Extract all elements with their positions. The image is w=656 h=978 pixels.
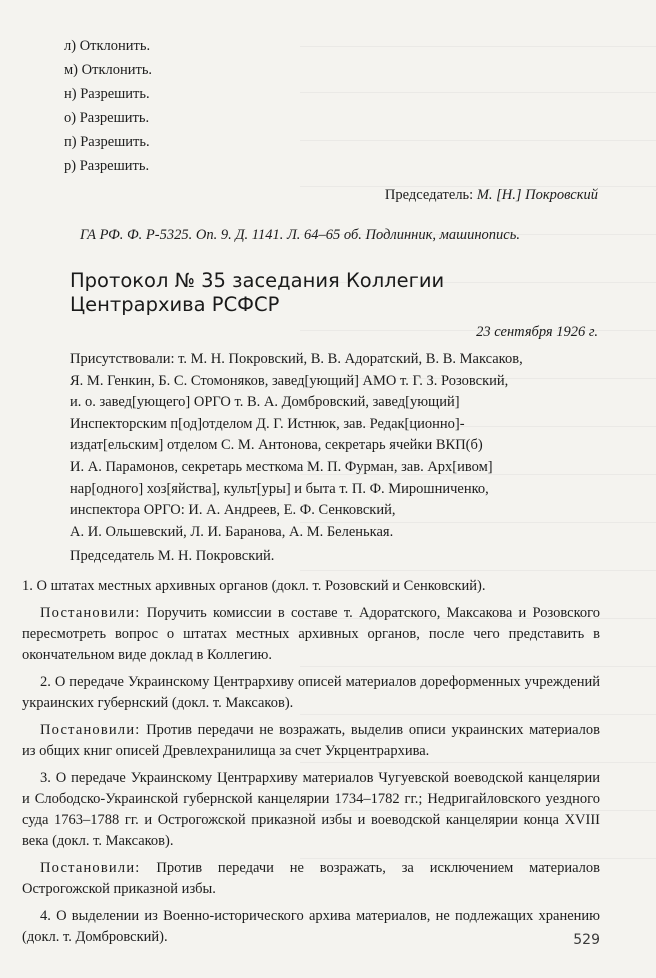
protocol-title (70, 269, 600, 317)
attendance-line: А. И. Ольшевский, Л. И. Баранова, А. М. Беленькая. (70, 523, 394, 540)
decision-list (64, 34, 600, 178)
attendance-line: И. А. Парамонов, секретарь месткома М. П. Фурман, зав. Арх[ивом] (70, 458, 493, 475)
decision-item: м) Отклонить. (64, 62, 153, 78)
attendance-line: Инспекторским п[од]отделом Д. Г. Истнюк, зав. Редак[ционно]- (70, 415, 465, 432)
resolved-text: Против передачи не возражать, выделив описи украинских материалов из общих книг описей Древлехранилища за счет Укрцентрархива. (22, 721, 600, 759)
resolved-text: Против передачи не возражать, за исключением материалов Острогожской приказной избы. (22, 859, 600, 897)
protocol-title-line-2: Центрархива РСФСР (70, 293, 280, 316)
attendance-line: издат[ельским] отделом С. М. Антонова, секретарь ячейки ВКП(б) (70, 437, 483, 454)
page-number: 529 (573, 932, 600, 948)
resolved-label: Постановили: (40, 859, 141, 876)
decision-item: н) Разрешить. (64, 86, 150, 102)
attendance-line: и. о. завед[ующего] ОРГО т. В. А. Домбровский, завед[ующий] (70, 394, 460, 411)
agenda-item: 1. О штатах местных архивных органов (докл. т. Розовский и Сенковский). (22, 577, 486, 594)
resolution (22, 858, 600, 900)
archive-source-reference: ГА РФ. Ф. Р-5325. Оп. 9. Д. 1141. Л. 64–65 об. Подлинник, машинопись. (80, 227, 520, 243)
decision-item: р) Разрешить. (64, 158, 150, 174)
resolution (22, 720, 600, 762)
resolved-label: Постановили: (40, 604, 141, 621)
attendance-block (64, 349, 600, 568)
attendance-line: нар[одного] хоз[яйства], культ[уры] и быта т. П. Ф. Мирошниченко, (70, 480, 489, 497)
attendance-line: инспектора ОРГО: И. А. Андреев, Е. Ф. Сенковский, (70, 502, 396, 519)
meeting-chairman: Председатель М. Н. Покровский. (70, 548, 275, 565)
resolved-label: Постановили: (40, 721, 141, 738)
resolution (22, 603, 600, 666)
chairman-label: Председатель: (384, 187, 474, 203)
chairman-name: М. [Н.] Покровский (476, 187, 598, 203)
resolved-text: Поручить комиссии в составе т. Адоратского, Максакова и Розовского пересмотреть вопрос о штатах местных архивных органов, после чего представить в окончательном виде доклад в Коллегию. (22, 604, 600, 663)
attendance-line: Присутствовали: т. М. Н. Покровский, В. В. Адоратский, В. В. Максаков, (70, 351, 523, 367)
decision-item: п) Разрешить. (64, 134, 150, 150)
agenda-item: 4. О выделении из Военно-исторического архива материалов, не подлежащих хранению (докл. т. Домбровский). (22, 907, 600, 945)
agenda (22, 576, 600, 948)
attendance-line: Я. М. Генкин, Б. С. Стомоняков, завед[ующий] АМО т. Г. З. Розовский, (70, 372, 509, 389)
protocol-title-line-1: Протокол № 35 заседания Коллегии (70, 269, 445, 292)
decision-item: о) Разрешить. (64, 110, 150, 126)
protocol-date: 23 сентября 1926 г. (476, 324, 598, 340)
agenda-item: 2. О передаче Украинскому Центрархиву описей материалов дореформенных учреждений украинских губернский (докл. т. Максаков). (22, 673, 600, 711)
agenda-item: 3. О передаче Украинскому Центрархиву материалов Чугуевской воеводской канцелярии и Слободско-Украинской губернской канцелярии 1734–1782 гг.; Недригайловского уездного суда 1763–1788 гг. и Острогожской приказной избы и воеводской канцелярии конца XVIII века (докл. т. Максаков). (22, 769, 600, 849)
previous-chairman-signature (64, 184, 600, 206)
decision-item: л) Отклонить. (64, 38, 151, 54)
